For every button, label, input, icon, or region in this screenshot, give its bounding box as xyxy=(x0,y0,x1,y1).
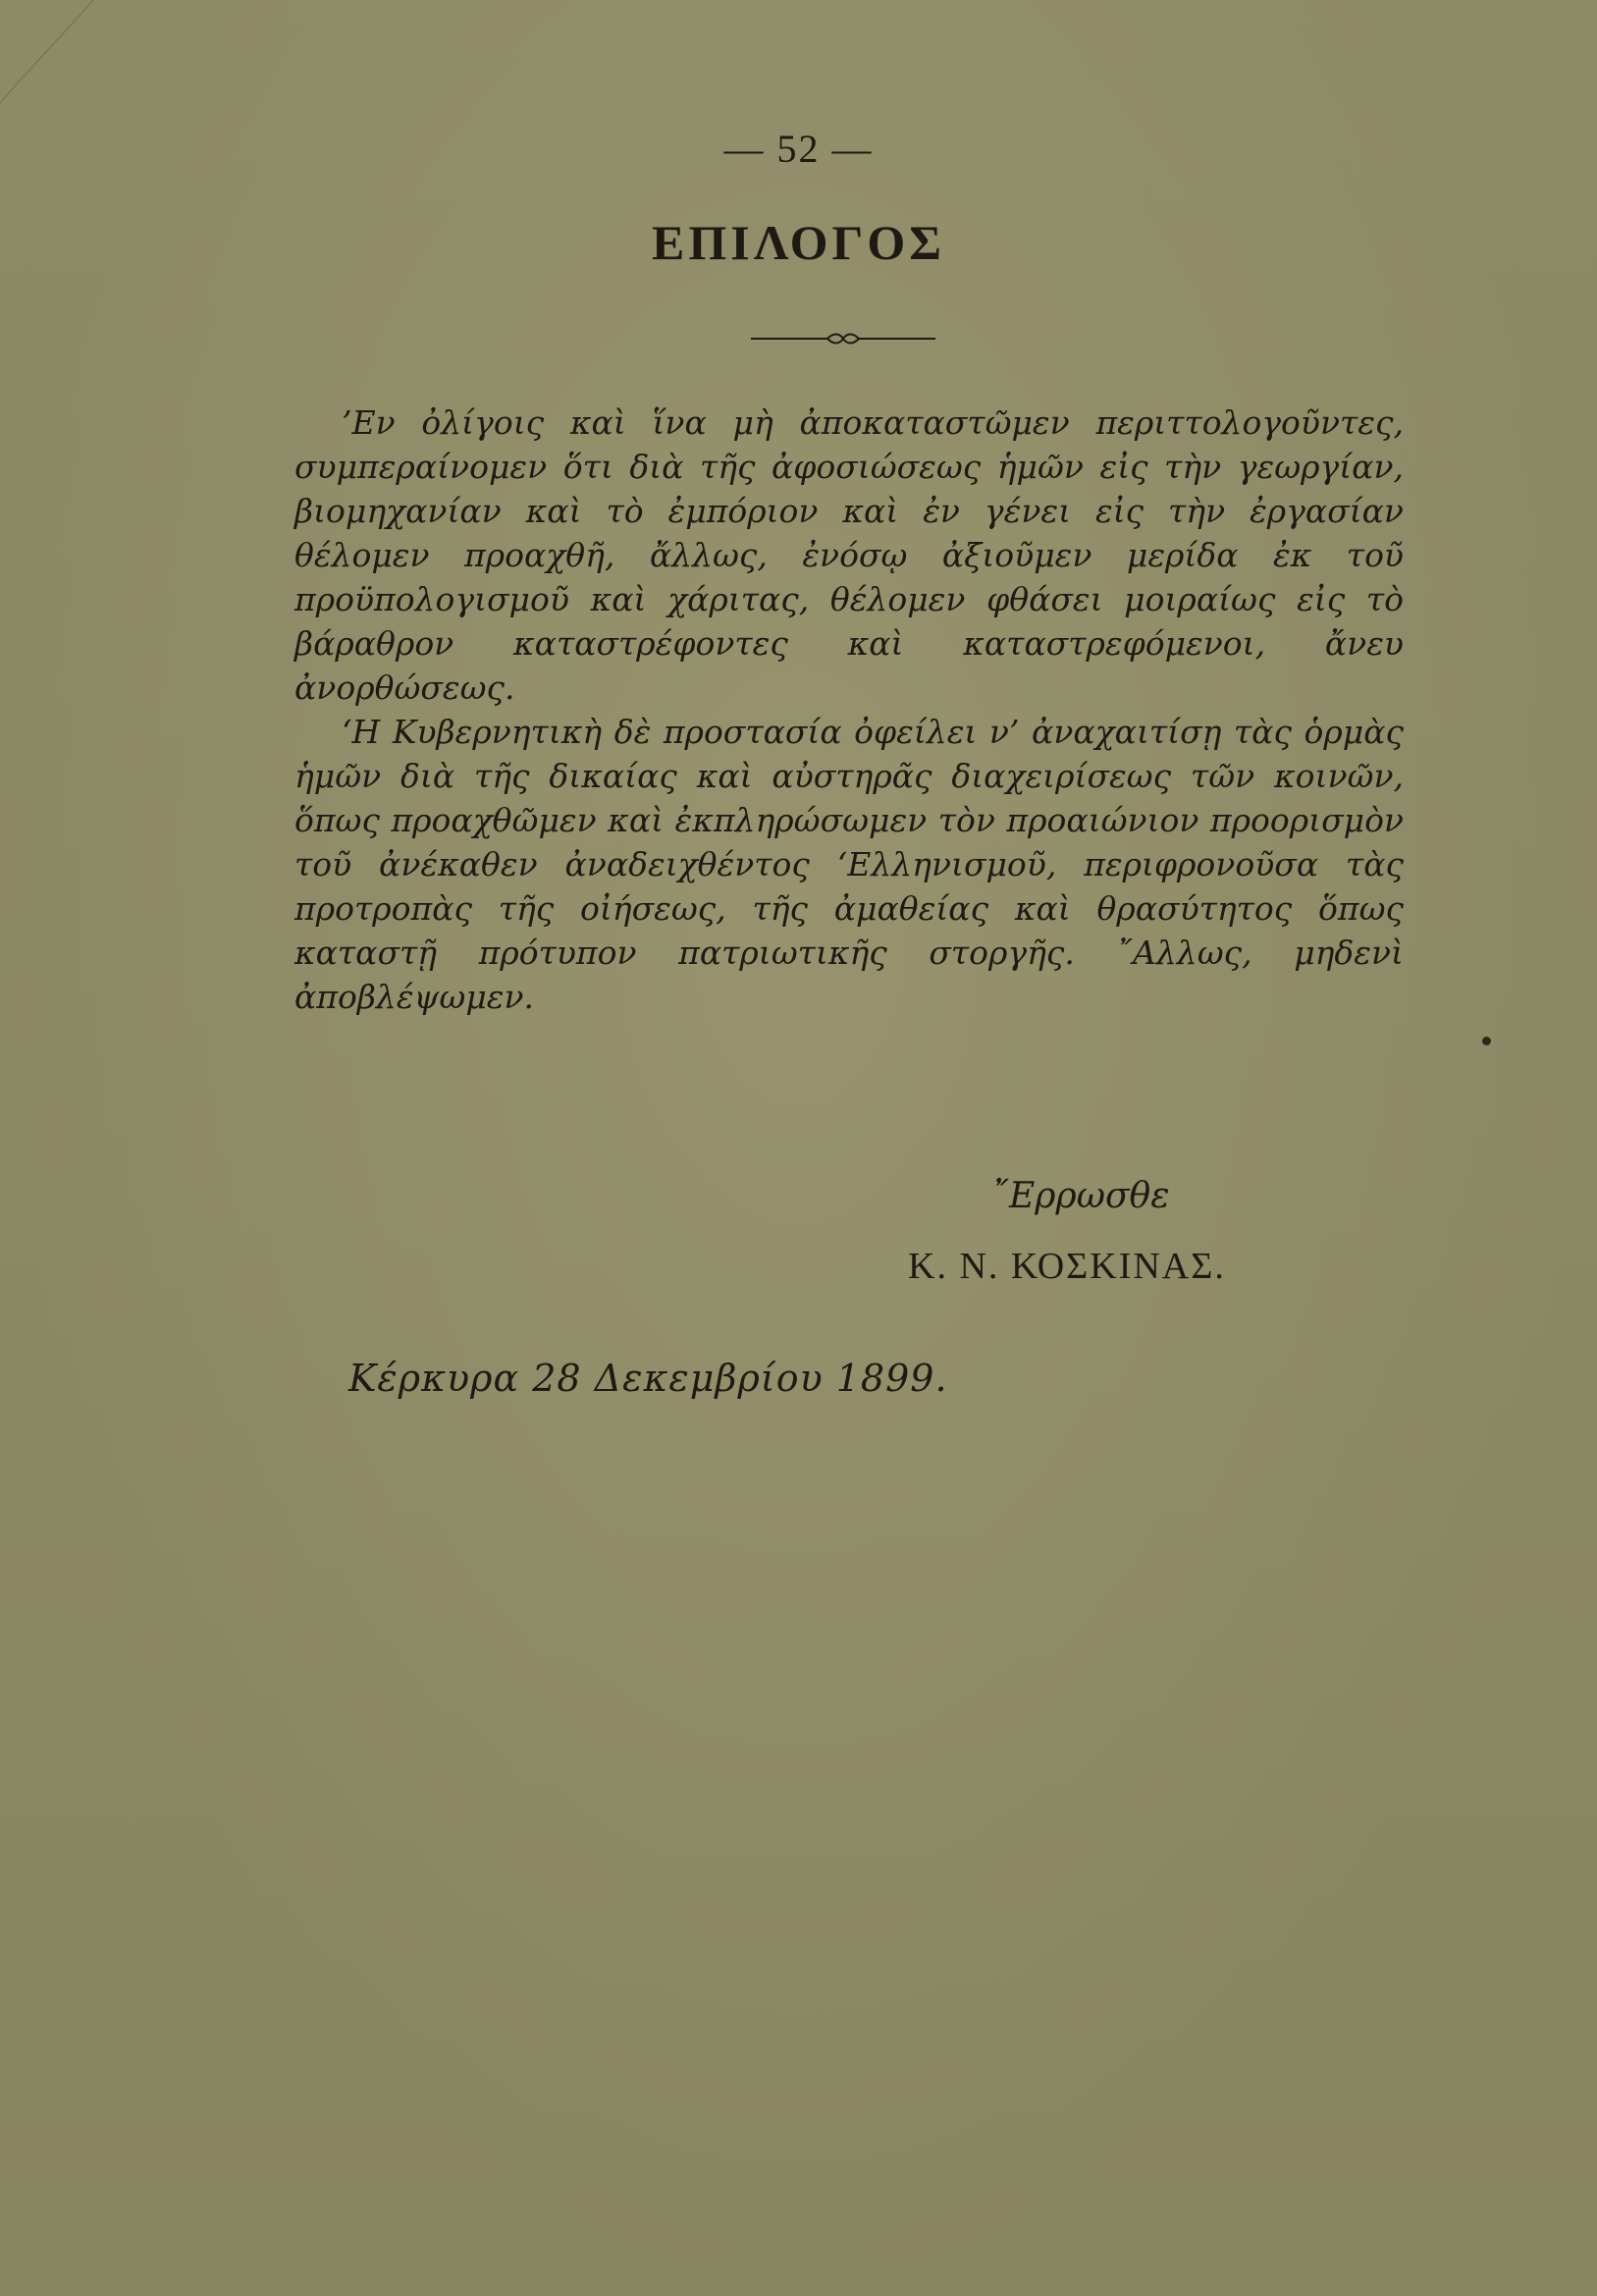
author-signature: Κ. Ν. ΚΟΣΚΙΝΑΣ. xyxy=(908,1246,1226,1287)
paragraph-2: ‘Η Κυβερνητικὴ δὲ προστασία ὀφείλει ν’ ἀναχαιτίσῃ τὰς ὁρμὰς ἡμῶν διὰ τῆς δικαίας καὶ αὐστηρᾶς διαχειρίσεως τῶν κοινῶν, ὅπως προαχθῶμεν καὶ ἐκπληρώσωμεν τὸν προαιώνιον προορισμὸν τοῦ ἀνέκαθεν ἀναδειχθέντος ‘Ελληνισμοῦ, περιφρονοῦσα τὰς προτροπὰς τῆς οἰήσεως, τῆς ἀμαθείας καὶ θρασύτητος ὅπως καταστῇ πρότυπον πατριωτικῆς στοργῆς. ῎Αλλως, μηδενὶ ἀποβλέψωμεν. xyxy=(294,713,1404,1016)
page-corner-fold-mark xyxy=(0,0,118,108)
page-number: — 52 — xyxy=(723,127,874,171)
paragraph-1: ’Εν ὀλίγοις καὶ ἵνα μὴ ἀποκαταστῶμεν περιττολογοῦντες, συμπεραίνομεν ὅτι διὰ τῆς ἀφοσιώσεως ἡμῶν εἰς τὴν γεωργίαν, βιομηχανίαν καὶ τὸ ἐμπόριον καὶ ἐν γένει εἰς τὴν ἐργασίαν θέλομεν προαχθῆ, ἄλλως, ἐνόσῳ ἀξιοῦμεν μερίδα ἐκ τοῦ προϋπολογισμοῦ καὶ χάριτας, θέλομεν φθάσει μοιραίως εἰς τὸ βάραθρον καταστρέφοντες καὶ καταστρεφόμενοι, ἄνευ ἀνορθώσεως. xyxy=(294,403,1404,707)
place-and-date: Κέρκυρα 28 Δεκεμβρίου 1899. xyxy=(348,1357,948,1400)
title-ornament-divider xyxy=(751,326,935,351)
ink-speck xyxy=(1482,1037,1491,1045)
epilogue-body xyxy=(294,400,1404,1019)
chapter-title: ΕΠΙΛΟΓΟΣ xyxy=(652,215,945,270)
closing-salutation: ῎Ερρωσθε xyxy=(991,1176,1170,1216)
